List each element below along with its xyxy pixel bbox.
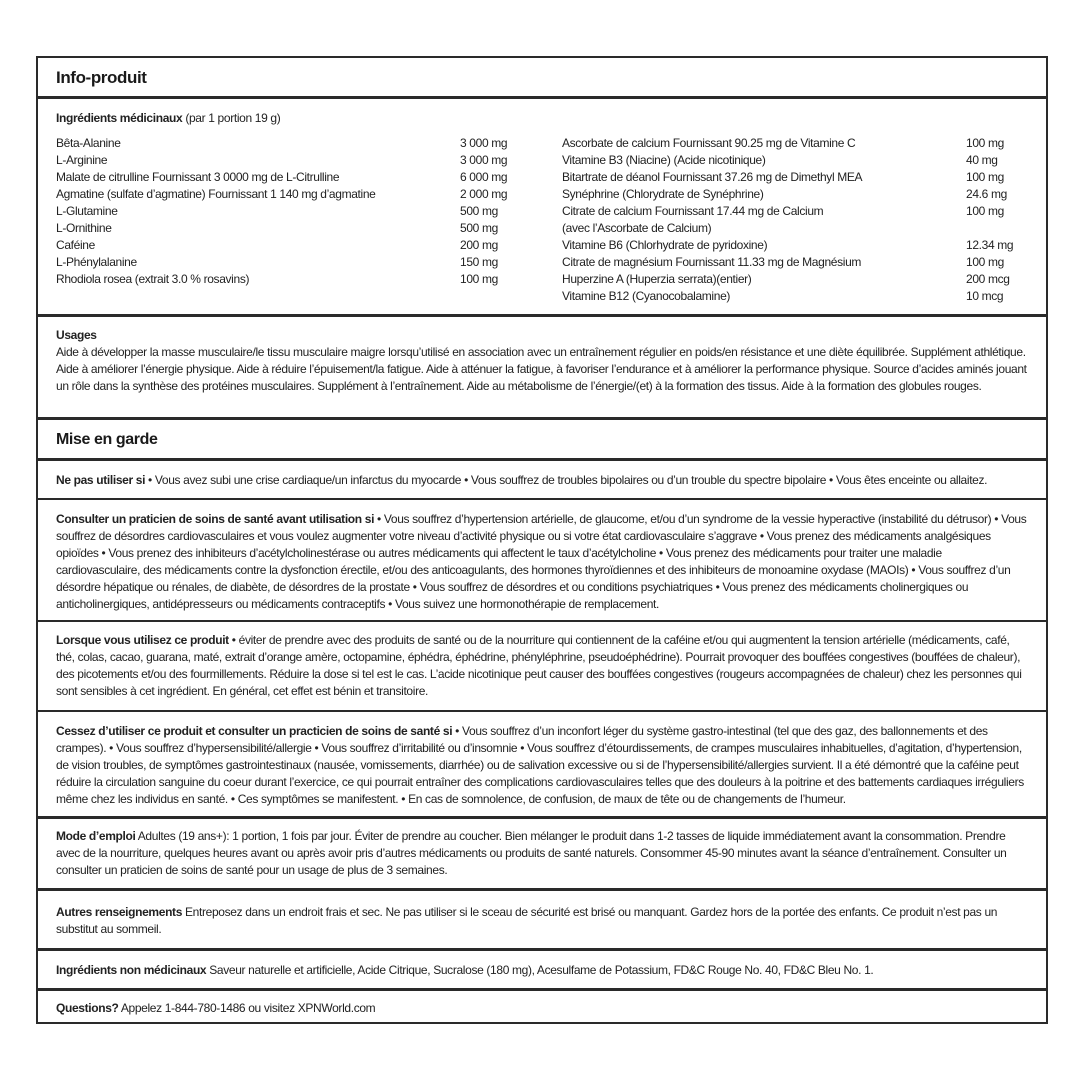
divider [38,498,1046,500]
divider [38,816,1046,819]
left-ingredient-amount: 6 000 mg [460,170,508,184]
right-ingredient-name: Vitamine B12 (Cyanocobalamine) [562,289,731,303]
left-ingredient-name: Agmatine (sulfate d’agmatine) Fournissant 1 140 mg d’agmatine [56,187,376,201]
right-ingredient-amount: 100 mg [966,255,1004,269]
right-ingredient-name: Huperzine A (Huperzia serrata)(entier) [562,272,752,286]
right-ingredient-amount: 12.34 mg [966,238,1014,252]
questions-text: Appelez 1-844-780-1486 ou visitez XPNWorld.com [118,1001,376,1015]
divider [38,988,1046,991]
divider [38,620,1046,622]
left-ingredient-amount: 100 mg [460,272,498,286]
do-not-use-section [56,472,1028,489]
other-info-section [56,904,1028,938]
product-info-panel [36,56,1048,1024]
divider [38,458,1046,461]
right-ingredient-name: Synéphrine (Chlorydrate de Synéphrine) [562,187,764,201]
right-ingredient-amount: 100 mg [966,204,1004,218]
usages-label: Usages [56,328,97,342]
divider [38,948,1046,951]
left-ingredient-amount: 3 000 mg [460,136,508,150]
left-ingredient-amount: 3 000 mg [460,153,508,167]
left-ingredient-amount: 500 mg [460,221,498,235]
non-medicinal-label: Ingrédients non médicinaux [56,963,207,977]
left-ingredient-amount: 150 mg [460,255,498,269]
non-medicinal-text: Saveur naturelle et artificielle, Acide Citrique, Sucralose (180 mg), Acesulfame de Potassium, FD&C Rouge No. 40, FD&C Bleu No. 1. [206,963,874,977]
right-ingredient-name: Ascorbate de calcium Fournissant 90.25 mg de Vitamine C [562,136,856,150]
directions-label: Mode d’emploi [56,829,136,843]
left-ingredient-name: L-Ornithine [56,221,112,235]
do-not-use-label: Ne pas utiliser si [56,473,146,487]
left-ingredient-amount: 500 mg [460,204,498,218]
right-ingredient-name: Citrate de calcium Fournissant 17.44 mg de Calcium [562,204,824,218]
divider [38,888,1046,891]
stop-use-text: • Vous souffrez d’un inconfort léger du système gastro-intestinal (tel que des gaz, des ballonnements et des crampes). • Vous souffrez d’hypersensibilité/allergie • Vous souffrez d’irritabilité ou d’insomnie • Vous souffrez d’étourdissements, de crampes musculaires inhabituelles, d’agitation, d’hypertension, de vision troubles, de symptômes gastrointestinaux (nausée, vomissements, diarrhée) ou de salivation excessive ou si de l’hypersensibilité/allergies survient. Il a été démontré que la caféine peut réduire la circulation sanguine du coeur durant l’exercice, ce qui pourrait entraîner des complications cardiovasculaires telles que des douleurs à la poitrine et des battements cardiaques irréguliers même chez les individus en santé. • Ces symptômes se manifestent. • En cas de somnolence, de confusion, de maux de tête ou de changements de l’humeur. [56,724,1024,806]
right-ingredient-name: Vitamine B3 (Niacine) (Acide nicotinique) [562,153,766,167]
medicinal-header [56,110,1028,127]
stop-use-label: Cessez d’utiliser ce produit et consulter un practicien de soins de santé si [56,724,453,738]
warning-title: Mise en garde [56,431,158,448]
right-ingredient-amount: 40 mg [966,153,998,167]
right-ingredient-name: (avec l’Ascorbate de Calcium) [562,221,712,235]
divider [38,96,1046,99]
directions-section [56,828,1028,879]
right-ingredient-name: Citrate de magnésium Fournissant 11.33 mg de Magnésium [562,255,862,269]
when-using-text: • éviter de prendre avec des produits de santé ou de la nourriture qui contiennent de la caféine et/ou qui augmentent la tension artérielle (médicaments, café, thé, colas, cacao, guarana, maté, extrait d’orange amère, octopamine, éphédra, éphédrine, phényléphrine, pseudoéphédrine). Pourrait provoquer des bouffées congestives (bouffées de chaleur), des picotements et/ou des fourmillements. Réduire la dose si tel est le cas. L’acide nicotinique peut causer des bouffées congestives (rougeurs accompagnées de chaleur) chez les personnes qui sont sensibles à cet ingrédient. En général, cet effet est bénin et transitoire. [56,633,1022,698]
right-ingredient-amount: 100 mg [966,170,1004,184]
do-not-use-text: • Vous avez subi une crise cardiaque/un infarctus du myocarde • Vous souffrez de troubles bipolaires ou d’un trouble du spectre bipolaire • Vous êtes enceinte ou allaitez. [145,473,988,487]
right-ingredient-amount: 200 mcg [966,272,1010,286]
left-ingredient-name: Malate de citrulline Fournissant 3 0000 mg de L-Citrulline [56,170,340,184]
stop-use-section [56,723,1028,808]
usages-text: Aide à développer la masse musculaire/le tissu musculaire maigre lorsqu’utilisé en association avec un entraînement régulier en poids/en résistance et une diète équilibrée. Supplément athlétique. Aide à améliorer l’énergie physique. Aide à réduire l’épuisement/la fatigue. Aide à atténuer la fatigue, à favoriser l’endurance et à améliorer la performance physique. Source d’acides aminés jouant un rôle dans la synthèse des protéines musculaires. Supplément à l’entraînement. Aide au métabolisme de l’énergie/(et) à la formation des tissus. Aide à la formation des globules rouges. [56,345,1027,393]
right-ingredient-name: Bitartrate de déanol Fournissant 37.26 mg de Dimethyl MEA [562,170,863,184]
consult-label: Consulter un praticien de soins de santé avant utilisation si [56,512,375,526]
left-ingredient-amount: 2 000 mg [460,187,508,201]
questions-label: Questions? [56,1001,119,1015]
divider [38,314,1046,317]
left-ingredient-name: Bêta-Alanine [56,136,121,150]
divider [38,710,1046,712]
left-ingredient-name: L-Glutamine [56,204,118,218]
non-medicinal-section [56,962,1028,979]
left-ingredient-amount: 200 mg [460,238,498,252]
medicinal-label: Ingrédients médicinaux [56,111,183,125]
other-info-text: Entreposez dans un endroit frais et sec. Ne pas utiliser si le sceau de sécurité est brisé ou manquant. Gardez hors de la portée des enfants. Ce produit n’est pas un substitut au sommeil. [56,905,998,936]
left-ingredient-name: Caféine [56,238,95,252]
consult-text: • Vous souffrez d’hypertension artérielle, de glaucome, et/ou d’un syndrome de la vessie hyperactive (instabilité du détrusor) • Vous souffrez de désordres cardiovasculaires et vous voulez augmenter votre niveau d’activité physique ou si votre état cardiovasculaire s’aggrave • Vous prenez des médicaments analgésiques opioïdes • Vous prenez des inhibiteurs d’acétylcholinestérase ou autres médicaments qui affectent le taux d’acétylcholine • Vous prenez des médicaments pour traiter une maladie cardiovasculaire, des médicaments contre la dysfonction érectile, et/ou des anticoagulants, des hormones thyroïdiennes et des inhibiteurs de monoamine oxydase (MAOIs) • Vous souffrez d’un désordre hépatique ou rénales, de diabète, de désordres de la prostate • Vous souffrez de désordres et ou conditions psychiatriques • Vous prenez des médicaments cholinergiques ou anticholinergiques, antidépresseurs ou médicaments contraceptifs • Vous suivez une hormonothérapie de remplacement. [56,512,1027,611]
left-ingredient-name: L-Arginine [56,153,108,167]
when-using-section [56,632,1028,700]
directions-text: Adultes (19 ans+): 1 portion, 1 fois par jour. Éviter de prendre au coucher. Bien mélanger le produit dans 1-2 tasses de liquide immédiatement avant la consommation. Prendre avec de la nourriture, quelques heures avant ou après avoir pris d’autres médicaments ou produits de santé naturels. Consommer 45-90 minutes avant la séance d’entraînement. Consulter un consulter un praticien de soins de santé pour un usage de plus de 3 semaines. [56,829,1007,877]
usages-section [56,327,1028,395]
questions-section [56,1000,1028,1017]
other-info-label: Autres renseignements [56,905,183,919]
left-ingredient-name: Rhodiola rosea (extrait 3.0 % rosavins) [56,272,250,286]
consult-section [56,511,1028,613]
divider [38,417,1046,420]
panel-title: Info-produit [56,68,147,87]
right-ingredient-amount: 100 mg [966,136,1004,150]
right-ingredient-amount: 24.6 mg [966,187,1007,201]
medicinal-note: (par 1 portion 19 g) [185,111,281,125]
left-ingredient-name: L-Phénylalanine [56,255,137,269]
right-ingredient-name: Vitamine B6 (Chlorhydrate de pyridoxine) [562,238,768,252]
when-using-label: Lorsque vous utilisez ce produit [56,633,229,647]
right-ingredient-amount: 10 mcg [966,289,1004,303]
